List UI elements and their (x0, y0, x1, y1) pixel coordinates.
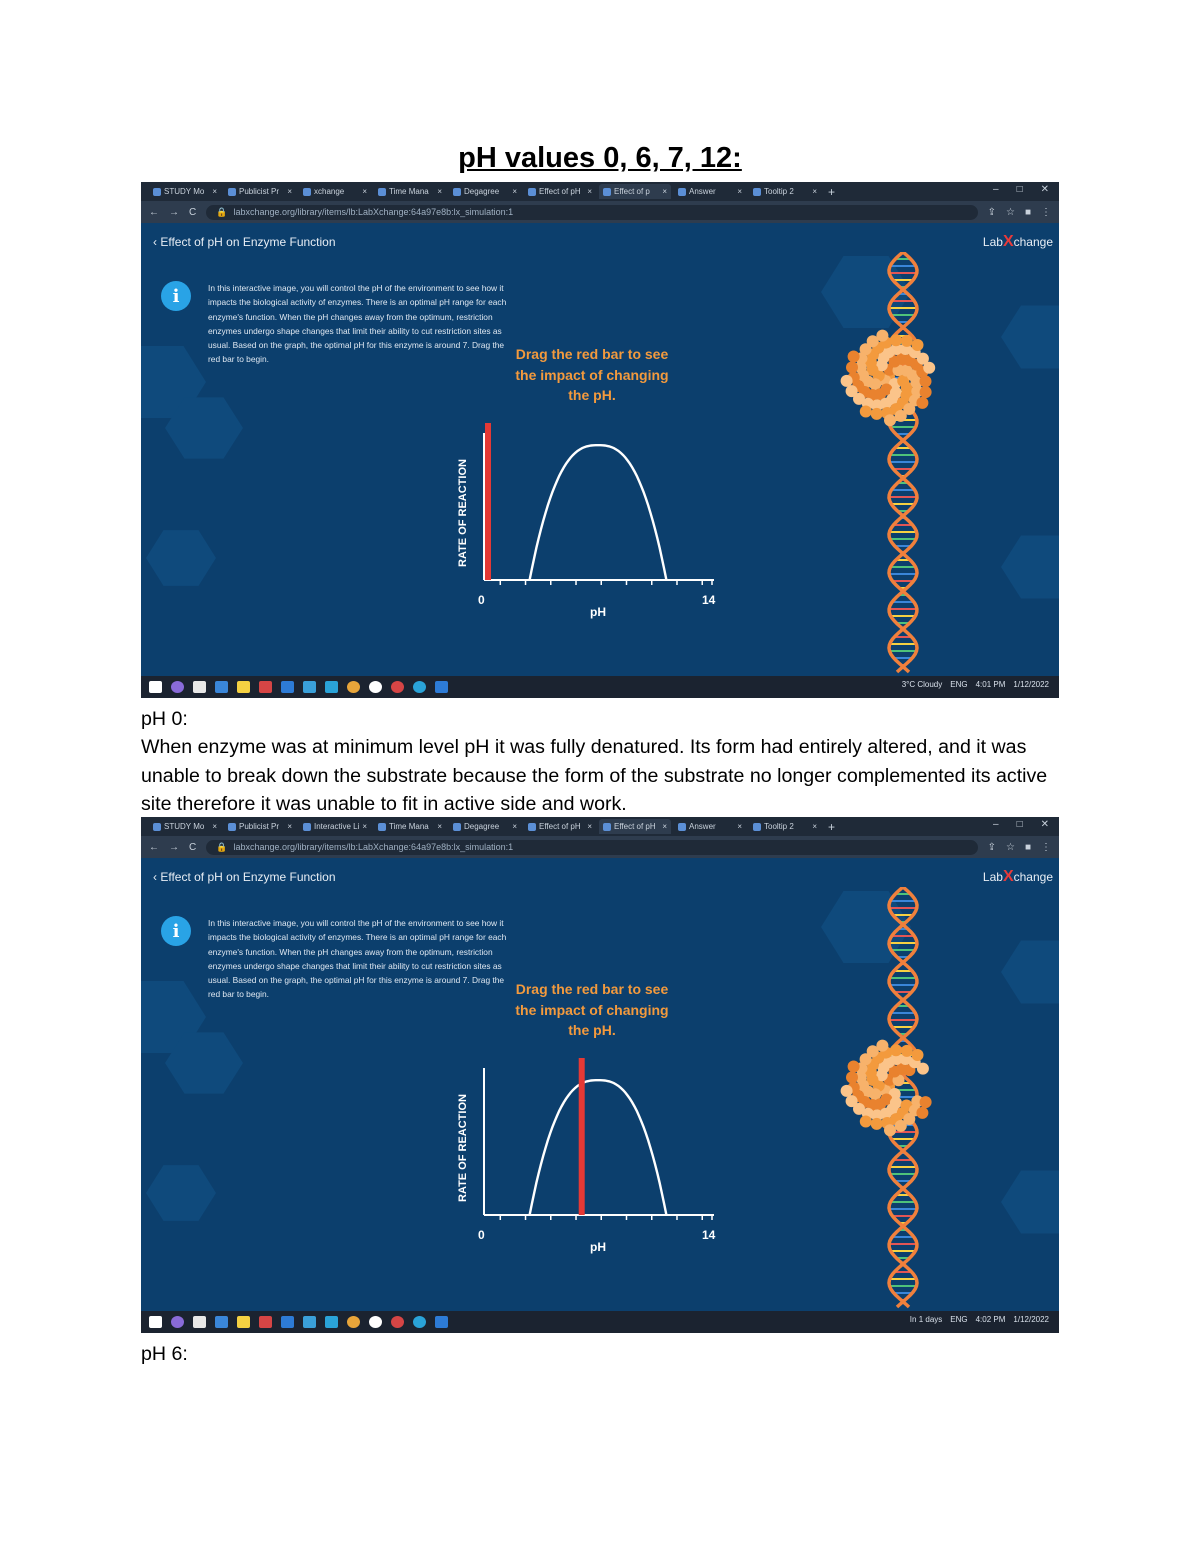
browser-icon[interactable] (413, 681, 426, 693)
enzyme-particle (912, 339, 924, 351)
edge-icon[interactable] (325, 1316, 338, 1328)
drag-instruction: Drag the red bar to see the impact of changing the pH. (515, 981, 669, 1038)
tab-label: Tooltip 2 (764, 187, 794, 196)
enzyme-particle (901, 335, 913, 347)
back-link-title[interactable]: ‹ Effect of pH on Enzyme Function (153, 870, 336, 884)
close-tab-icon[interactable]: × (587, 822, 592, 831)
clock-time: 4:02 PM (975, 1315, 1006, 1324)
tab-label: Effect of pH (539, 187, 581, 196)
info-icon[interactable]: i (161, 916, 191, 946)
tab-favicon-icon (753, 823, 761, 831)
rate-curve (530, 445, 667, 580)
url-text: labxchange.org/library/items/lb:LabXchange:64a97e8b:lx_simulation:1 (233, 842, 514, 852)
tab-label: Time Mana (389, 822, 429, 831)
tab-favicon-icon (378, 823, 386, 831)
tab-favicon-icon (753, 188, 761, 196)
enzyme-particle (841, 1085, 853, 1097)
address-input[interactable] (206, 840, 977, 855)
tab-favicon-icon (453, 188, 461, 196)
browser-url-bar (141, 201, 1059, 223)
enzyme-particle (871, 408, 883, 420)
browser-tab[interactable] (149, 819, 221, 834)
browser-tab[interactable] (749, 184, 821, 199)
document-title: pH values 0, 6, 7, 12: (458, 142, 742, 174)
info-text: In this interactive image, you will control the pH of the environment to see how it impacts the biological activity of enzymes. There is an optimal pH range for each enzyme's function. When the pH changes away from the optimum, restriction enzymes undergo shape changes that limit their ability to cut restriction sites as usual. Based on the graph, the optimal pH for this enzyme is around 7. Drag the red bar to begin. (208, 918, 507, 1000)
enzyme-particle (860, 406, 872, 418)
window-controls (993, 819, 1049, 830)
file-explorer-icon[interactable] (193, 681, 206, 693)
tab-favicon-icon (528, 823, 536, 831)
enzyme-particle (917, 1063, 929, 1075)
enzyme-particle (920, 1096, 932, 1108)
tab-favicon-icon (678, 188, 686, 196)
system-tray (910, 1315, 1049, 1324)
rate-curve (530, 1080, 667, 1215)
y-axis-label: RATE OF REACTION (457, 1094, 469, 1202)
enzyme-particle (848, 1061, 860, 1073)
clock-date: 1/12/2022 (1013, 1315, 1049, 1324)
info-text: In this interactive image, you will control the pH of the environment to see how it impacts the biological activity of enzymes. There is an optimal pH range for each enzyme's function. When the pH changes away from the optimum, restriction enzymes undergo shape changes that limit their ability to cut restriction sites as usual. Based on the graph, the optimal pH for this enzyme is around 7. Drag the red bar to begin. (208, 283, 507, 365)
simulation-screenshot-ph0 (141, 182, 1059, 698)
back-link-title[interactable]: ‹ Effect of pH on Enzyme Function (153, 235, 336, 249)
enzyme-particle (860, 1116, 872, 1128)
close-tab-icon[interactable]: × (587, 187, 592, 196)
enzyme-particle (895, 1120, 907, 1132)
browser-tab[interactable] (299, 184, 371, 199)
tab-label: Effect of pH (614, 822, 656, 831)
close-tab-icon[interactable]: × (812, 187, 817, 196)
menu-icon[interactable]: ⋮ (1041, 206, 1051, 218)
enzyme-particle (876, 330, 888, 342)
browser-tab[interactable] (674, 819, 746, 834)
x-max-label: 14 (702, 1228, 716, 1242)
browser-url-bar (141, 836, 1059, 858)
search-icon[interactable] (171, 681, 184, 693)
file-explorer-icon[interactable] (193, 1316, 206, 1328)
enzyme-particle (876, 1040, 888, 1052)
enzyme-particle (916, 1107, 928, 1119)
enzyme-particle (846, 361, 858, 373)
maximize-icon[interactable]: □ (1016, 184, 1023, 195)
tab-label: STUDY Mo (164, 822, 205, 831)
close-tab-icon[interactable]: × (362, 822, 368, 831)
tab-favicon-icon (603, 823, 611, 831)
browser-tab[interactable] (299, 819, 371, 834)
address-input[interactable] (206, 205, 977, 220)
background-hexagon (146, 1162, 216, 1224)
store-icon[interactable] (215, 1316, 228, 1328)
powerpoint-icon[interactable] (259, 1316, 272, 1328)
clock-time: 4:01 PM (975, 680, 1006, 689)
enzyme-particle (846, 385, 858, 397)
chrome-icon[interactable] (347, 681, 360, 693)
word-icon[interactable] (435, 681, 448, 693)
enzyme-particle (920, 375, 932, 387)
browser-tab[interactable] (224, 819, 296, 834)
close-tab-icon[interactable]: × (812, 822, 817, 831)
close-tab-icon[interactable]: × (362, 187, 367, 196)
enzyme-particle (912, 1049, 924, 1061)
word-icon[interactable] (435, 1316, 448, 1328)
yahoo-icon[interactable] (369, 681, 382, 693)
close-tab-icon[interactable]: × (662, 187, 667, 196)
windows-taskbar (141, 1311, 1059, 1333)
extensions-icon[interactable]: ■ (1024, 841, 1031, 853)
tab-favicon-icon (153, 823, 161, 831)
enzyme-particle (846, 1095, 858, 1107)
back-icon[interactable]: ← (149, 841, 159, 853)
enzyme-particle (890, 334, 902, 346)
mail-icon[interactable] (281, 1316, 294, 1328)
clock-date: 1/12/2022 (1013, 680, 1049, 689)
rate-of-reaction-graph[interactable] (446, 417, 736, 627)
enzyme-particle (895, 410, 907, 422)
language-indicator: ENG (950, 1315, 968, 1324)
enzyme-particle (916, 397, 928, 409)
close-tab-icon[interactable]: × (287, 187, 292, 196)
browser-tab[interactable] (449, 819, 521, 834)
tab-label: Answer (689, 822, 716, 831)
tab-label: Degagree (464, 822, 500, 831)
close-window-icon[interactable]: ✕ (1040, 819, 1049, 830)
labxchange-logo: LabXchange (982, 233, 1053, 250)
window-controls (993, 184, 1049, 195)
reload-icon[interactable]: C (189, 206, 197, 218)
enzyme-particle (884, 414, 896, 426)
tab-label: Effect of p (614, 187, 650, 196)
close-tab-icon[interactable]: × (512, 187, 517, 196)
powerpoint-icon[interactable] (259, 681, 272, 693)
chrome-icon[interactable] (347, 1316, 360, 1328)
close-tab-icon[interactable]: × (437, 822, 442, 831)
browser-tab[interactable] (374, 819, 446, 834)
simulation-screenshot-ph6 (141, 817, 1059, 1333)
reload-icon[interactable]: C (189, 841, 197, 853)
lock-icon: 🔒 (216, 841, 228, 852)
browser-tab[interactable] (224, 184, 296, 199)
x-min-label: 0 (478, 1228, 485, 1242)
share-icon[interactable]: ⇪ (987, 841, 996, 853)
start-icon[interactable] (149, 1316, 162, 1328)
extensions-icon[interactable]: ■ (1024, 206, 1031, 218)
background-hexagon (146, 527, 216, 589)
windows-taskbar (141, 676, 1059, 698)
enzyme-particle (923, 362, 935, 374)
browser-tab-bar (141, 182, 1059, 201)
dna-enzyme-illustration (831, 252, 1031, 682)
tab-favicon-icon (453, 823, 461, 831)
forward-icon[interactable]: → (169, 206, 179, 218)
search-icon[interactable] (171, 1316, 184, 1328)
info-icon[interactable]: i (161, 281, 191, 311)
browser-tab-bar (141, 817, 1059, 836)
maximize-icon[interactable]: □ (1016, 819, 1023, 830)
close-tab-icon[interactable]: × (287, 822, 292, 831)
menu-icon[interactable]: ⋮ (1041, 841, 1051, 853)
enzyme-particle (890, 1044, 902, 1056)
close-tab-icon[interactable]: × (212, 187, 217, 196)
lock-icon: 🔒 (216, 206, 228, 217)
minimize-icon[interactable]: – (993, 819, 999, 830)
labxchange-logo: LabXchange (982, 868, 1053, 885)
star-icon[interactable]: ☆ (1005, 841, 1015, 853)
folder-icon[interactable] (237, 681, 250, 693)
tab-favicon-icon (528, 188, 536, 196)
tab-label: Tooltip 2 (764, 822, 794, 831)
language-indicator: ENG (950, 680, 968, 689)
tab-favicon-icon (303, 188, 311, 196)
enzyme-particle (871, 1118, 883, 1130)
minimize-icon[interactable]: – (993, 184, 999, 195)
tab-favicon-icon (228, 823, 236, 831)
drag-instruction: Drag the red bar to see the impact of changing the pH. (515, 346, 669, 403)
enzyme-particle (901, 1045, 913, 1057)
x-axis-label: pH (590, 605, 606, 619)
star-icon[interactable]: ☆ (1005, 206, 1015, 218)
share-icon[interactable]: ⇪ (987, 206, 996, 218)
store-icon[interactable] (215, 681, 228, 693)
tab-favicon-icon (303, 823, 311, 831)
tab-label: Effect of pH (539, 822, 581, 831)
paragraph-ph0: When enzyme was at minimum level pH it was fully denatured. Its form had entirely altered, and it was unable to break down the substrate because the form of the substrate no longer complemented its active site therefore it was unable to fit in active side and work. (141, 736, 1048, 815)
weather-status: 3°C Cloudy (901, 680, 943, 689)
dna-enzyme-illustration (831, 887, 1031, 1317)
browser-tab[interactable] (149, 184, 221, 199)
close-tab-icon[interactable]: × (737, 822, 742, 831)
edge-icon[interactable] (325, 681, 338, 693)
chrome-profile-icon[interactable] (391, 1316, 404, 1328)
rate-of-reaction-graph[interactable] (446, 1052, 736, 1262)
url-text: labxchange.org/library/items/lb:LabXchange:64a97e8b:lx_simulation:1 (233, 207, 514, 217)
close-tab-icon[interactable]: × (662, 822, 667, 831)
x-min-label: 0 (478, 593, 485, 607)
tab-label: Publicist Pr (239, 822, 280, 831)
browser-tab[interactable] (674, 184, 746, 199)
forward-icon[interactable]: → (169, 841, 179, 853)
tab-label: STUDY Mo (164, 187, 205, 196)
weather-status: In 1 days (909, 1315, 943, 1324)
tab-favicon-icon (228, 188, 236, 196)
x-max-label: 14 (702, 593, 716, 607)
system-tray (902, 680, 1049, 689)
enzyme-particle (841, 375, 853, 387)
tab-label: Publicist Pr (239, 187, 280, 196)
close-tab-icon[interactable]: × (512, 822, 517, 831)
folder-icon[interactable] (237, 1316, 250, 1328)
close-tab-icon[interactable]: × (737, 187, 742, 196)
caption-ph6: pH 6: (141, 1343, 188, 1365)
tab-favicon-icon (153, 188, 161, 196)
caption-ph0: pH 0: (141, 708, 188, 730)
tab-favicon-icon (603, 188, 611, 196)
mail-icon[interactable] (281, 681, 294, 693)
close-window-icon[interactable]: ✕ (1040, 184, 1049, 195)
tab-label: xchange (314, 187, 345, 196)
new-tab-icon[interactable]: + (828, 184, 836, 199)
enzyme-particle (846, 1071, 858, 1083)
browser-icon[interactable] (413, 1316, 426, 1328)
tab-label: Time Mana (389, 187, 429, 196)
start-icon[interactable] (149, 681, 162, 693)
close-tab-icon[interactable]: × (437, 187, 442, 196)
tab-label: Degagree (464, 187, 500, 196)
browser-tab[interactable] (524, 819, 596, 834)
browser-tab[interactable] (524, 184, 596, 199)
browser-tab[interactable] (374, 184, 446, 199)
browser-tab[interactable] (599, 184, 671, 199)
browser-tab[interactable] (749, 819, 821, 834)
chrome-profile-icon[interactable] (391, 681, 404, 693)
y-axis-label: RATE OF REACTION (457, 459, 469, 567)
terminal-icon[interactable] (303, 681, 316, 693)
enzyme-particle (920, 386, 932, 398)
new-tab-icon[interactable]: + (828, 819, 836, 834)
yahoo-icon[interactable] (369, 1316, 382, 1328)
back-icon[interactable]: ← (149, 206, 159, 218)
enzyme-particle (848, 351, 860, 363)
tab-favicon-icon (378, 188, 386, 196)
terminal-icon[interactable] (303, 1316, 316, 1328)
tab-favicon-icon (678, 823, 686, 831)
browser-tab[interactable] (599, 819, 671, 834)
browser-tab[interactable] (449, 184, 521, 199)
close-tab-icon[interactable]: × (212, 822, 217, 831)
tab-label: Interactive Li (314, 822, 360, 831)
enzyme-particle (884, 1124, 896, 1136)
tab-label: Answer (689, 187, 716, 196)
x-axis-label: pH (590, 1240, 606, 1254)
